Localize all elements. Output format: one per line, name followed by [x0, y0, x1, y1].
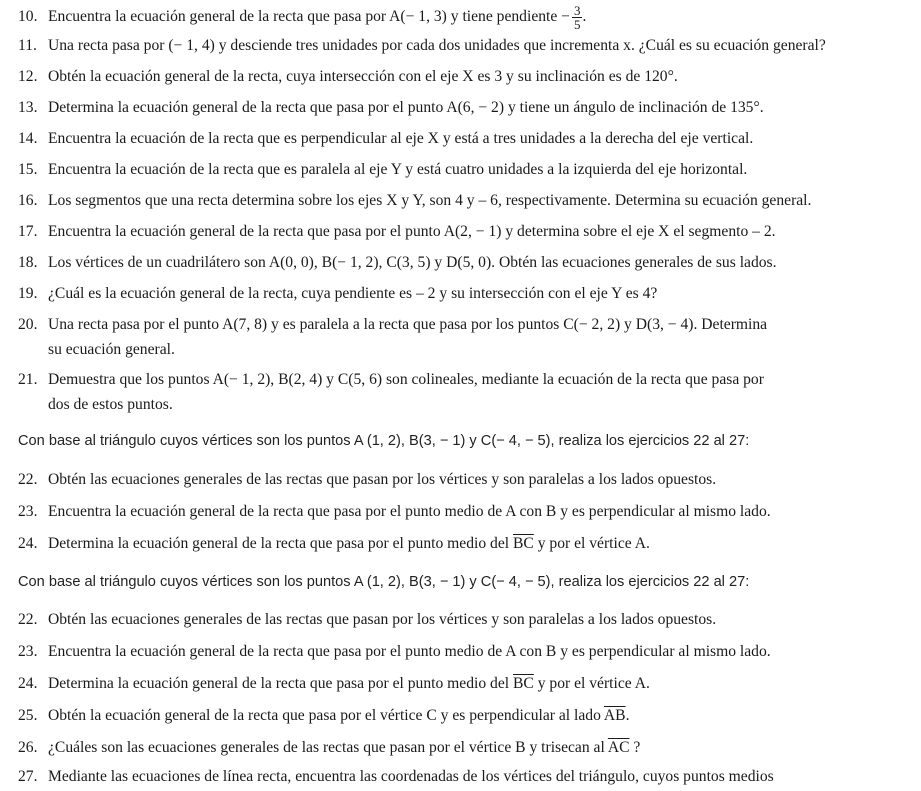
exercise-15: 15. Encuentra la ecuación de la recta que es paralela al eje Y y está cuatro unidades a la izquierda del eje horizontal.: [18, 161, 748, 178]
exercise-continuation: su ecuación general.: [48, 341, 175, 358]
exercise-24b: 24. Determina la ecuación general de la recta que pasa por el punto medio del $\overline{BC}$ y por el vértice A.: [18, 675, 650, 692]
segment-label: $\overline{BC}$: [513, 675, 534, 692]
exercise-22b: 22. Obtén las ecuaciones generales de las rectas que pasan por los vértices y son paralelas a los lados opuestos.: [18, 611, 717, 628]
exercise-21: 21. Demuestra que los puntos A(− 1, 2), B(2, 4) y C(5, 6) son colineales, mediante la ecuación de la recta que pasa por dos de estos puntos.: [18, 369, 913, 416]
exercise-text: Obtén las ecuaciones generales de las rectas que pasan por los vértices y son paralelas a los lados opuestos.: [48, 471, 717, 488]
section-intro-1: Con base al triángulo cuyos vértices son los puntos A (1, 2), B(3, − 1) y C(− 4, − 5), realiza los ejercicios 22 al 27:: [18, 433, 750, 449]
segment-label: $\overline{AB}$: [603, 707, 626, 724]
exercise-text: ¿Cuál es la ecuación general de la recta, cuya pendiente es – 2 y su intersección con el eje Y es 4?: [48, 285, 658, 302]
exercise-text: Obtén la ecuación general de la recta, cuya intersección con el eje X es 3 y su inclinación es de 120°.: [48, 68, 678, 85]
exercise-text: Encuentra la ecuación general de la recta que pasa por el punto medio de A con B y es perpendicular al mismo lado.: [48, 643, 771, 660]
exercise-24a: 24. Determina la ecuación general de la recta que pasa por el punto medio del $\overline{BC}$ y por el vértice A.: [18, 535, 650, 552]
exercise-continuation: dos de estos puntos.: [48, 396, 173, 413]
exercise-19: 19. ¿Cuál es la ecuación general de la recta, cuya pendiente es – 2 y su intersección con el eje Y es 4?: [18, 285, 658, 302]
exercise-text: Encuentra la ecuación general de la recta que pasa por el punto A(2, − 1) y determina sobre el eje X el segmento – 2.: [48, 223, 776, 240]
exercise-text: Obtén las ecuaciones generales de las rectas que pasan por los vértices y son paralelas a los lados opuestos.: [48, 611, 717, 628]
exercise-text: Encuentra la ecuación de la recta que es paralela al eje Y y está cuatro unidades a la izquierda del eje horizontal.: [48, 161, 748, 178]
exercise-13: 13. Determina la ecuación general de la recta que pasa por el punto A(6, − 2) y tiene un ángulo de inclinación de 135°.: [18, 99, 764, 116]
exercise-text: Mediante las ecuaciones de línea recta, encuentra las coordenadas de los vértices del triángulo, cuyos puntos medios: [48, 768, 774, 785]
exercise-text: Los vértices de un cuadrilátero son A(0, 0), B(− 1, 2), C(3, 5) y D(5, 0). Obtén las ecuaciones generales de sus lados.: [48, 254, 777, 271]
exercise-text: Encuentra la ecuación general de la recta que pasa por A(− 1, 3) y tiene pendiente −: [48, 8, 570, 26]
exercise-text: Demuestra que los puntos A(− 1, 2), B(2, 4) y C(5, 6) son colineales, mediante la ecuación de la recta que pasa por: [48, 371, 764, 388]
exercise-11: 11. Una recta pasa por (− 1, 4) y desciende tres unidades por cada dos unidades que incrementa x. ¿Cuál es su ecuación general?: [18, 37, 826, 54]
exercise-16: 16. Los segmentos que una recta determina sobre los ejes X y Y, son 4 y – 6, respectivamente. Determina su ecuación general.: [18, 192, 812, 209]
exercise-17: 17. Encuentra la ecuación general de la recta que pasa por el punto A(2, − 1) y determina sobre el eje X el segmento – 2.: [18, 223, 776, 240]
exercise-22a: 22. Obtén las ecuaciones generales de las rectas que pasan por los vértices y son paralelas a los lados opuestos.: [18, 471, 717, 488]
exercise-14: 14. Encuentra la ecuación de la recta que es perpendicular al eje X y está a tres unidades a la derecha del eje vertical.: [18, 130, 754, 147]
exercise-12: 12. Obtén la ecuación general de la recta, cuya intersección con el eje X es 3 y su inclinación es de 120°.: [18, 68, 678, 85]
exercise-23a: 23. Encuentra la ecuación general de la recta que pasa por el punto medio de A con B y es perpendicular al mismo lado.: [18, 503, 771, 520]
section-intro-2: Con base al triángulo cuyos vértices son los puntos A (1, 2), B(3, − 1) y C(− 4, − 5), realiza los ejercicios 22 al 27:: [18, 574, 750, 590]
exercise-text: Una recta pasa por (− 1, 4) y desciende tres unidades por cada dos unidades que incrementa x. ¿Cuál es su ecuación general?: [48, 37, 826, 54]
exercise-27: 27. Mediante las ecuaciones de línea recta, encuentra las coordenadas de los vértices del triángulo, cuyos puntos medios: [18, 768, 774, 785]
segment-label: $\overline{AC}$: [607, 739, 630, 756]
exercise-20: 20. Una recta pasa por el punto A(7, 8) y es paralela a la recta que pasa por los puntos C(− 2, 2) y D(3, − 4). Determina su ecuación general.: [18, 314, 913, 361]
segment-label: $\overline{BC}$: [513, 535, 534, 552]
exercise-25: 25. Obtén la ecuación general de la recta que pasa por el vértice C y es perpendicular al lado $\overline{AB}$.: [18, 707, 630, 724]
exercise-text: Encuentra la ecuación general de la recta que pasa por el punto medio de A con B y es perpendicular al mismo lado.: [48, 503, 771, 520]
exercise-18: 18. Los vértices de un cuadrilátero son A(0, 0), B(− 1, 2), C(3, 5) y D(5, 0). Obtén las ecuaciones generales de sus lados.: [18, 254, 777, 271]
exercise-23b: 23. Encuentra la ecuación general de la recta que pasa por el punto medio de A con B y es perpendicular al mismo lado.: [18, 643, 771, 660]
exercise-text: Una recta pasa por el punto A(7, 8) y es paralela a la recta que pasa por los puntos C(− 2, 2) y D(3, − 4). Determina: [48, 316, 768, 333]
exercise-text: Determina la ecuación general de la recta que pasa por el punto A(6, − 2) y tiene un ángulo de inclinación de 135°.: [48, 99, 764, 116]
fraction: $\frac{3}{5}$: [573, 3, 581, 32]
exercise-text: Los segmentos que una recta determina sobre los ejes X y Y, son 4 y – 6, respectivamente. Determina su ecuación general.: [48, 192, 812, 209]
exercise-10: 10. Encuentra la ecuación general de la recta que pasa por A(− 1, 3) y tiene pendiente − $\frac{3}{5}$ .: [18, 3, 587, 32]
exercise-text: Encuentra la ecuación de la recta que es perpendicular al eje X y está a tres unidades a la derecha del eje vertical.: [48, 130, 754, 147]
exercise-26: 26. ¿Cuáles son las ecuaciones generales de las rectas que pasan por el vértice B y trisecan al $\overline{AC}$ ?: [18, 739, 641, 756]
